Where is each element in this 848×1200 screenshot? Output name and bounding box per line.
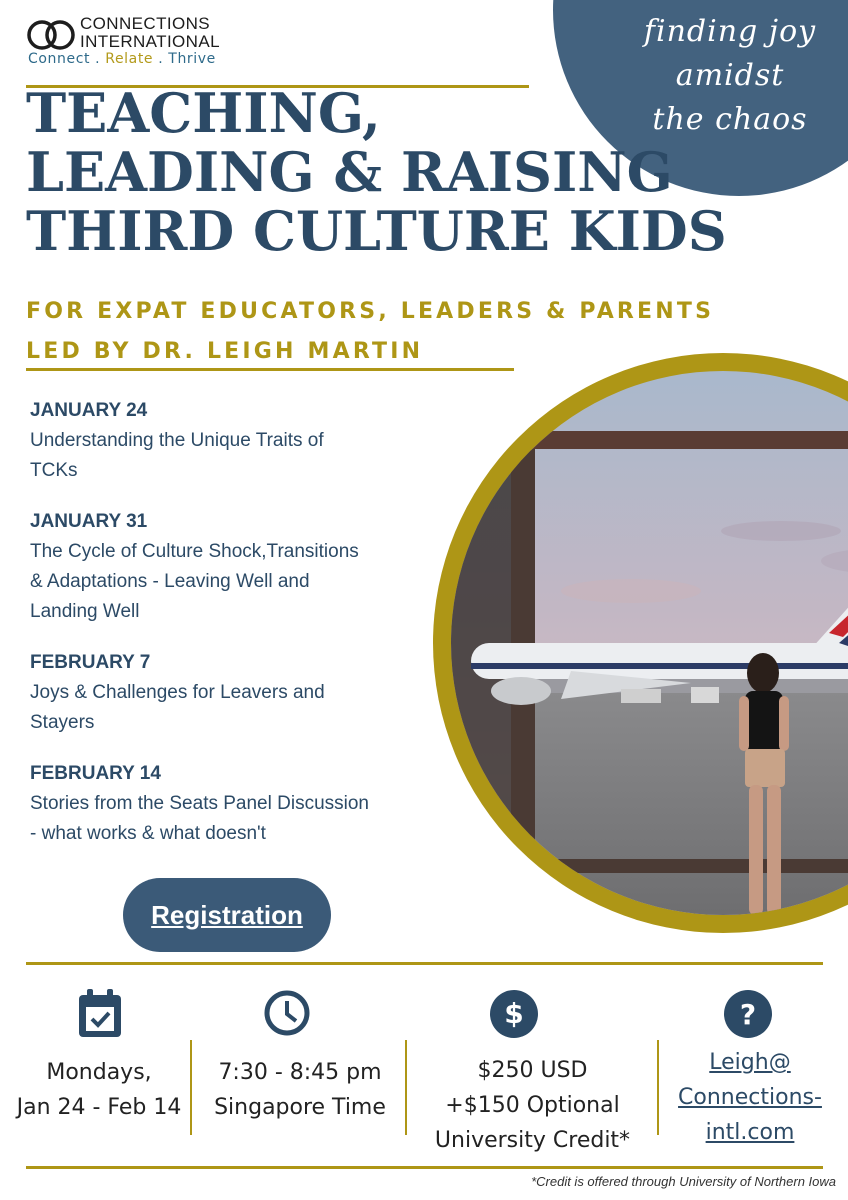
title-line: LEADING & RAISING [26, 140, 673, 204]
divider-rule [26, 962, 823, 965]
photo-frame [433, 353, 848, 933]
calendar-check-icon [77, 987, 123, 1039]
credit-footnote: *Credit is offered through University of Northern Iowa [531, 1174, 836, 1189]
session-topic-line: & Adaptations - Leaving Well and [30, 571, 310, 592]
session-topic-line: Joys & Challenges for Leavers and [30, 682, 325, 703]
clock-icon [263, 989, 311, 1037]
schedule-days-line: Jan 24 - Feb 14 [16, 1095, 182, 1120]
column-divider [405, 1040, 407, 1135]
session-date: JANUARY 31 [30, 511, 148, 532]
contact-email-link[interactable] [660, 1045, 840, 1150]
contact-email-line[interactable]: Connections- [678, 1085, 822, 1110]
column-divider [657, 1040, 659, 1135]
title-line: THIRD CULTURE KIDS [26, 199, 727, 263]
leader-subtitle: LED BY DR. LEIGH MARTIN [26, 339, 424, 364]
divider-rule [26, 1166, 823, 1169]
svg-text:$: $ [504, 997, 524, 1030]
session-topic-line: TCKs [30, 460, 78, 481]
session-date: FEBRUARY 7 [30, 652, 151, 673]
tagline-line: finding joy [643, 14, 817, 49]
schedule-time-line: 7:30 - 8:45 pm [218, 1060, 382, 1085]
logo-rings-icon [26, 18, 76, 52]
session-date: FEBRUARY 14 [30, 763, 161, 784]
contact-email-line[interactable]: intl.com [705, 1120, 795, 1145]
session-item [30, 396, 440, 486]
schedule-days-line: Mondays, [46, 1060, 152, 1085]
schedule-time-line: Singapore Time [214, 1095, 386, 1120]
tagline-line: amidst [675, 58, 785, 93]
divider-rule [26, 368, 514, 371]
session-topic-line: The Cycle of Culture Shock,Transitions [30, 541, 359, 562]
title-line: TEACHING, [26, 81, 381, 145]
price-line: +$150 Optional [445, 1093, 620, 1118]
session-list [30, 396, 440, 870]
price-line: University Credit* [434, 1128, 631, 1153]
logo-name-line: CONNECTIONS [80, 14, 211, 33]
logo-name-line: INTERNATIONAL [80, 32, 220, 51]
svg-text:?: ? [739, 998, 757, 1031]
audience-subtitle: FOR EXPAT EDUCATORS, LEADERS & PARENTS [26, 299, 715, 324]
logo [24, 12, 234, 72]
price-line: $250 USD [477, 1058, 588, 1083]
airport-scene-image [451, 371, 848, 915]
session-topic-line: - what works & what doesn't [30, 823, 266, 844]
registration-button[interactable]: Registration [123, 878, 331, 952]
session-topic-line: Landing Well [30, 601, 140, 622]
logo-tagline-connect: Connect . [28, 51, 101, 67]
session-topic-line: Stories from the Seats Panel Discussion [30, 793, 369, 814]
column-divider [190, 1040, 192, 1135]
session-item [30, 507, 440, 627]
session-item [30, 759, 440, 849]
airport-photo [451, 371, 848, 915]
tagline-line: the chaos [652, 102, 808, 137]
logo-name [80, 15, 220, 51]
schedule-time [195, 1055, 405, 1125]
session-topic-line: Understanding the Unique Traits of [30, 430, 324, 451]
page-title [26, 81, 727, 263]
logo-tagline-relate: Relate [105, 51, 154, 67]
logo-tagline-thrive: . Thrive [158, 51, 216, 67]
logo-tagline [28, 51, 216, 67]
session-item [30, 648, 440, 738]
session-date: JANUARY 24 [30, 400, 148, 421]
schedule-days [8, 1055, 190, 1125]
question-icon [723, 989, 773, 1039]
dollar-icon [489, 989, 539, 1039]
price-info [410, 1053, 655, 1158]
contact-email-line[interactable]: Leigh@ [709, 1050, 791, 1075]
session-topic-line: Stayers [30, 712, 95, 733]
